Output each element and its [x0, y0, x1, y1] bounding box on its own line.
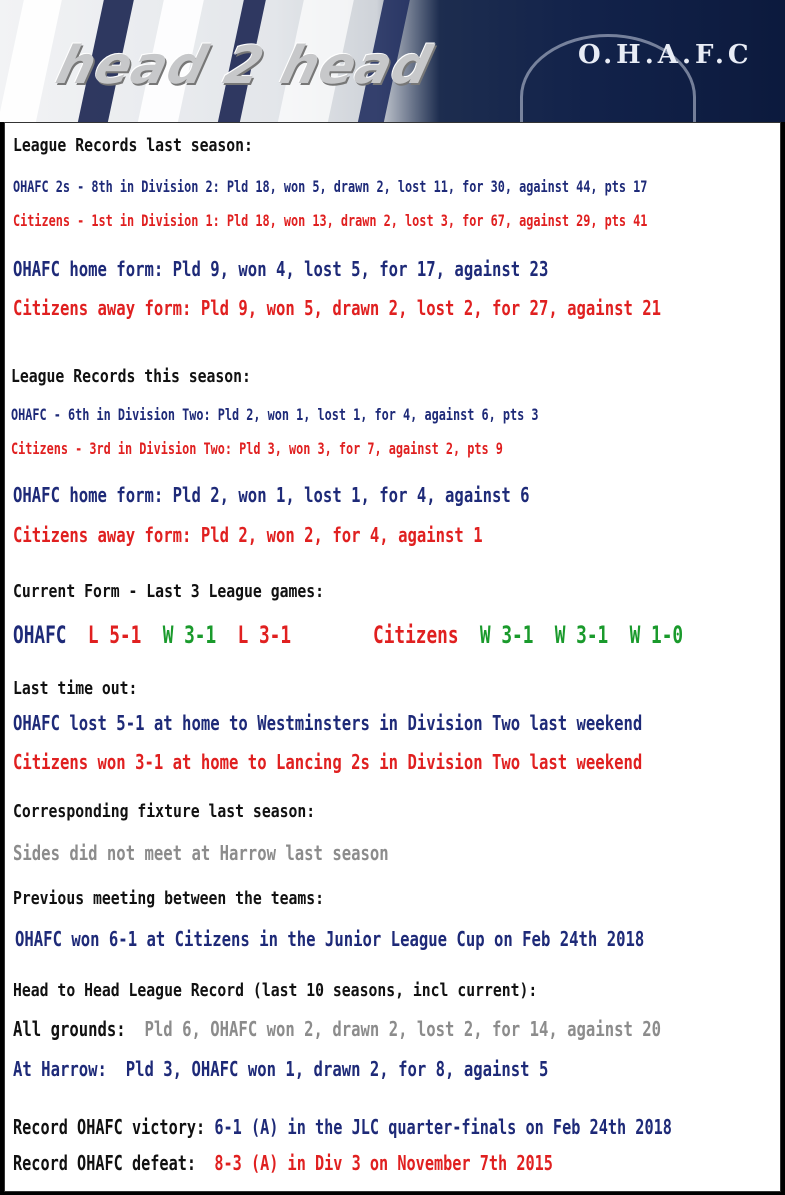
last-season-citizens-away: Citizens away form: Pld 9, won 5, drawn 2, lost 2, for 27, against 21	[13, 296, 662, 320]
current-form-heading: Current Form - Last 3 League games:	[13, 581, 325, 602]
last-time-out-heading: Last time out:	[13, 678, 138, 699]
last-season-heading: League Records last season:	[13, 135, 253, 156]
h2h-all-value: Pld 6, OHAFC won 2, drawn 2, lost 2, for 14, against 20	[144, 1017, 662, 1041]
last-time-out-citizens: Citizens won 3-1 at home to Lancing 2s in Division Two last weekend	[13, 750, 643, 774]
this-season-citizens-away: Citizens away form: Pld 2, won 2, for 4, against 1	[13, 523, 483, 547]
record-victory	[13, 1115, 672, 1139]
banner-title: head 2 head	[50, 36, 439, 96]
form-ohafc-label: OHAFC	[13, 621, 67, 649]
form-result: L 5-1	[87, 621, 142, 649]
h2h-harrow-label: At Harrow:	[13, 1057, 107, 1081]
previous-heading: Previous meeting between the teams:	[13, 888, 325, 909]
last-time-out-ohafc: OHAFC lost 5-1 at home to Westminsters in Division Two last weekend	[13, 711, 643, 735]
current-form-row	[13, 621, 291, 649]
stats-panel	[4, 122, 781, 1192]
banner-stripe	[0, 0, 66, 122]
form-result: W 3-1	[554, 621, 609, 649]
h2h-all-label: All grounds:	[13, 1017, 126, 1041]
form-result: W 3-1	[479, 621, 534, 649]
record-defeat-label: Record OHAFC defeat:	[13, 1151, 197, 1175]
form-result: L 3-1	[237, 621, 292, 649]
record-defeat-value: 8-3 (A) in Div 3 on November 7th 2015	[214, 1151, 553, 1175]
this-season-ohafc-record: OHAFC - 6th in Division Two: Pld 2, won 1, lost 1, for 4, against 6, pts 3	[11, 405, 539, 424]
current-form-row-citizens	[373, 621, 683, 649]
last-season-ohafc-record: OHAFC 2s - 8th in Division 2: Pld 18, won 5, drawn 2, lost 11, for 30, against 44, pts 17	[13, 177, 648, 196]
h2h-all-grounds	[13, 1017, 661, 1041]
this-season-citizens-record: Citizens - 3rd in Division Two: Pld 3, won 3, for 7, against 2, pts 9	[11, 439, 503, 458]
form-result: W 1-0	[629, 621, 684, 649]
this-season-ohafc-home: OHAFC home form: Pld 2, won 1, lost 1, for 4, against 6	[13, 483, 530, 507]
corresponding-heading: Corresponding fixture last season:	[13, 801, 316, 822]
record-defeat	[13, 1151, 553, 1175]
corresponding-text: Sides did not meet at Harrow last season	[13, 841, 389, 865]
last-season-ohafc-home: OHAFC home form: Pld 9, won 4, lost 5, for 17, against 23	[13, 257, 549, 281]
record-victory-value: 6-1 (A) in the JLC quarter-finals on Feb 24th 2018	[214, 1115, 672, 1139]
form-citizens-label: Citizens	[373, 621, 459, 649]
crest-text: O.H.A.F.C	[578, 40, 753, 70]
this-season-heading: League Records this season:	[11, 366, 251, 387]
h2h-at-harrow	[13, 1057, 548, 1081]
record-victory-label: Record OHAFC victory:	[13, 1115, 206, 1139]
h2h-heading: Head to Head League Record (last 10 seasons, incl current):	[13, 980, 538, 1001]
last-season-citizens-record: Citizens - 1st in Division 1: Pld 18, won 13, drawn 2, lost 3, for 67, against 29, pts 41	[13, 211, 648, 230]
previous-text: OHAFC won 6-1 at Citizens in the Junior League Cup on Feb 24th 2018	[15, 927, 645, 951]
h2h-harrow-value: Pld 3, OHAFC won 1, drawn 2, for 8, against 5	[125, 1057, 549, 1081]
form-result: W 3-1	[162, 621, 217, 649]
header-banner	[0, 0, 785, 122]
